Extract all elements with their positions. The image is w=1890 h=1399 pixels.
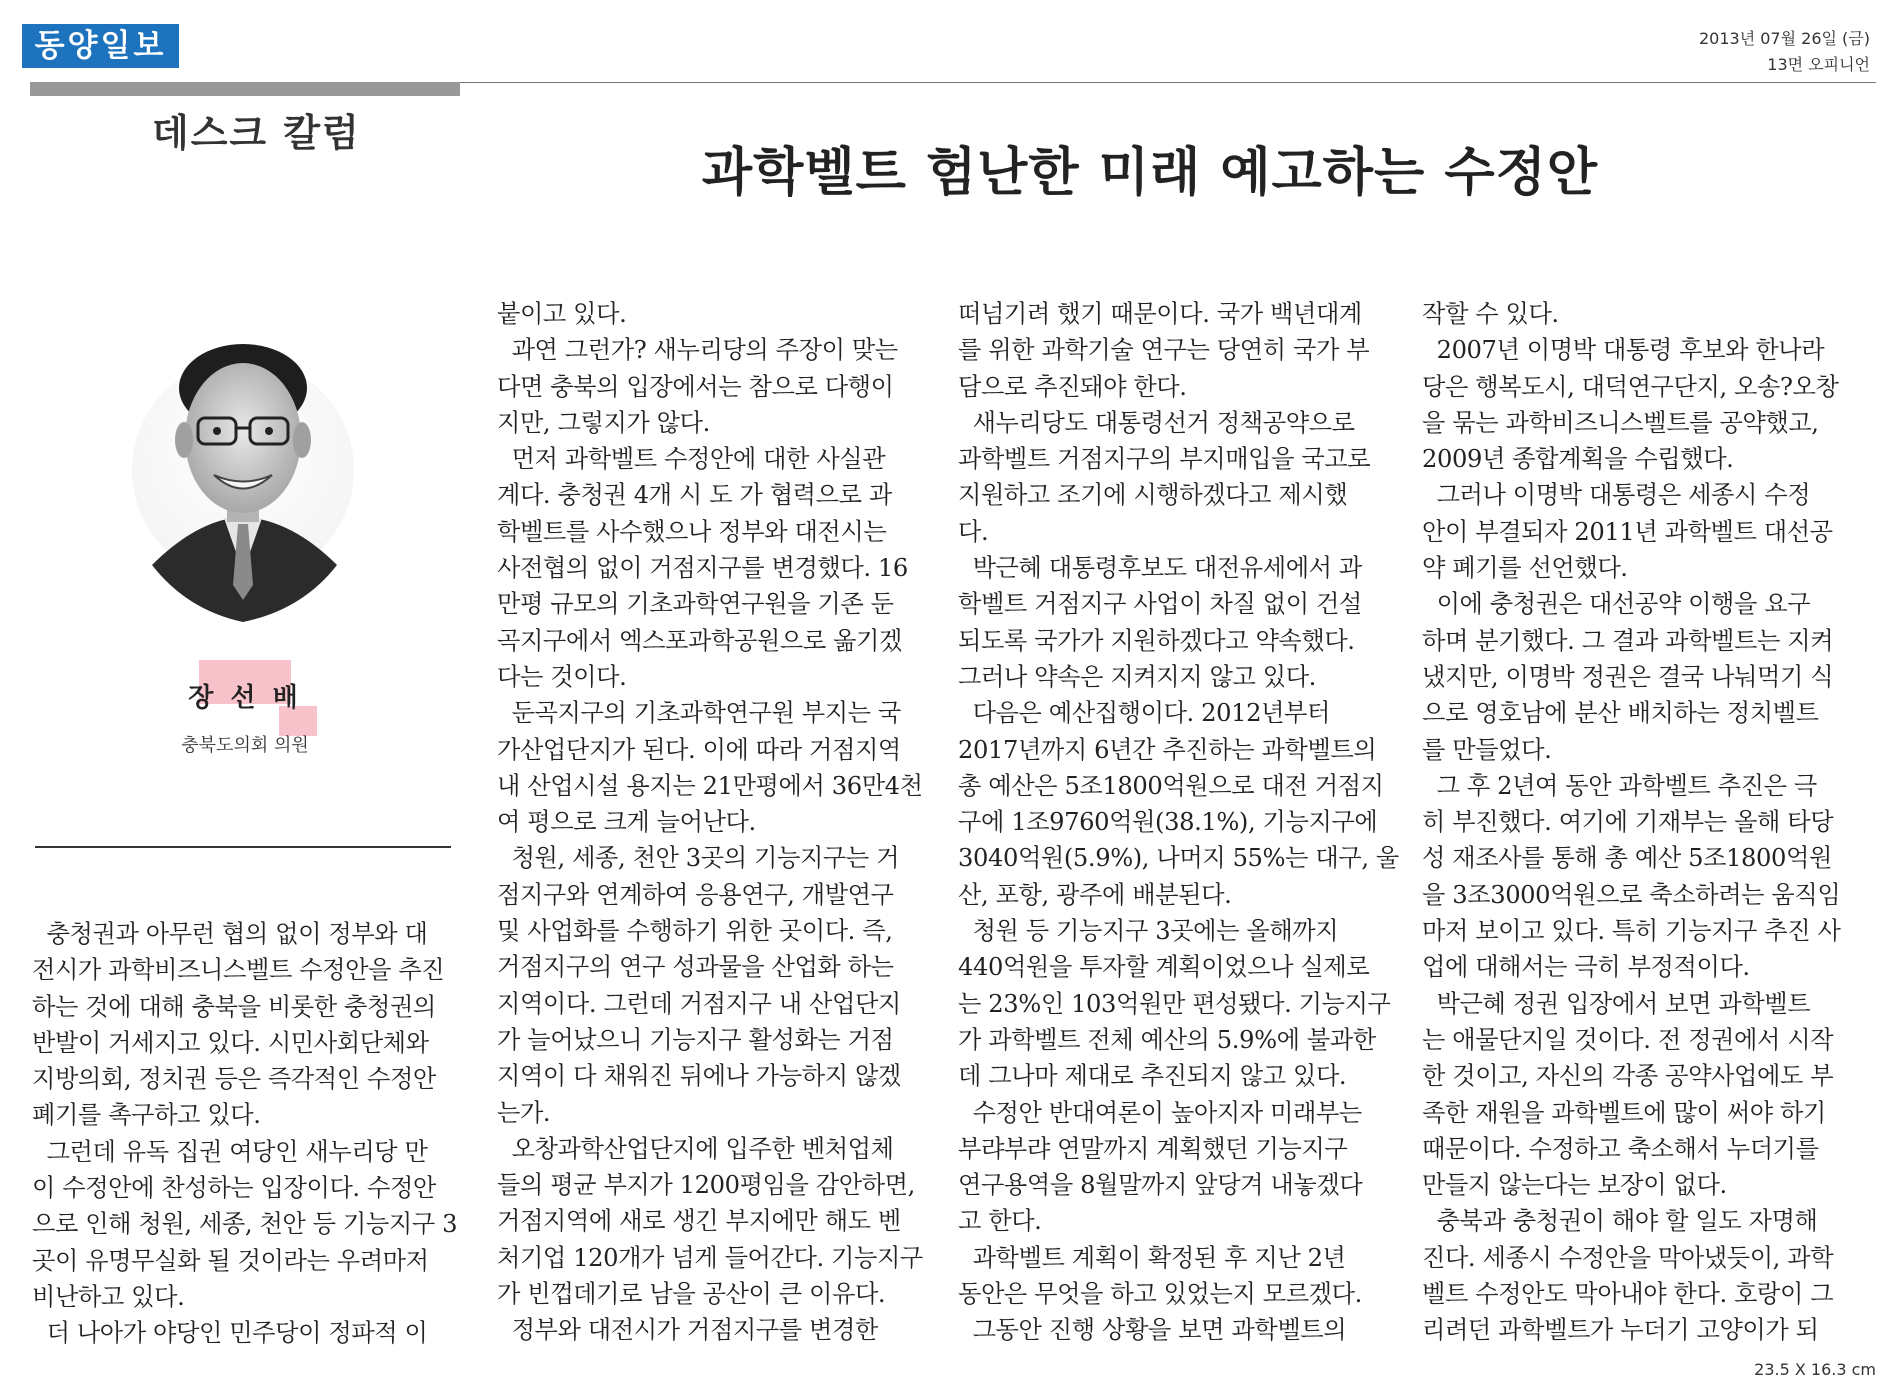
article-column-1: 충청권과 아무런 협의 없이 정부와 대 전시가 과학비즈니스벨트 수정안을 추진 하는 것에 대해 충북을 비롯한 충청권의 반발이 거세지고 있다. 시민사회단체와 지방의회, 정치권 등은 즉각적인 수정안 폐기를 촉구하고 있다. 그런데 유독 집권 여당인 새누리당 만 이 수정안에 찬성하는 입장이다. 수정안 으로 인해 청원, 세종, 천안 등 기능지구 3 곳이 유명무실화 될 것이라는 우려마저 비난하고 있다. 더 나아가 야당인 민주당이 정파적 이 [32,920,458,1348]
article-column-3: 떠넘기려 했기 때문이다. 국가 백년대계 를 위한 과학기술 연구는 당연히 국가 부 담으로 추진돼야 한다. 새누리당도 대통령선거 정책공약으로 과학벨트 거점지구의 부지매입을 국고로 지원하고 조기에 시행하겠다고 제시했 다. 박근혜 대통령후보도 대전유세에서 과 학벨트 거점지구 사업이 차질 없이 건설 되도록 국가가 지원하겠다고 약속했다. 그러나 약속은 지켜지지 않고 있다. 다음은 예산집행이다. 2012년부터 2017년까지 6년간 추진하는 과학벨트의 총 예산은 5조1800억원으로 대전 거점지 구에 1조9760억원(38.1%), 기능지구에 3040억원(5.9%), 나머지 55%는 대구, 울 산, 포항, 광주에 배분된다. 청원 등 기능지구 3곳에는 올해까지 440억원을 투자할 계획이었으나 실제로 는 23%인 103억원만 편성됐다. 기능지구 가 과학벨트 전체 예산의 5.9%에 불과한 데 그나마 제대로 추진되지 않고 있다. 수정안 반대여론이 높아지자 미래부는 부랴부랴 연말까지 계획했던 기능지구 연구용역을 8월말까지 앞당겨 내놓겠다 고 한다. 과학벨트 계획이 확정된 후 지난 2년 동안은 무엇을 하고 있었는지 모르겠다. 그동안 진행 상황을 보면 과학벨트의 [958,300,1399,1345]
clipping-size: 23.5 X 16.3 cm [1754,1360,1876,1379]
issue-section: 13면 오피니언 [1767,55,1870,74]
column-label: 데스크 칼럼 [152,111,361,155]
issue-info [1699,26,1870,78]
author-title: 충북도의회 의원 [181,735,309,756]
newspaper-logo: 동양일보 [22,24,179,68]
column-label-bar [30,82,460,96]
article-column-4: 작할 수 있다. 2007년 이명박 대통령 후보와 한나라 당은 행복도시, 대덕연구단지, 오송?오창 을 묶는 과학비즈니스벨트를 공약했고, 2009년 종합계획을 수립했다. 그러나 이명박 대통령은 세종시 수정 안이 부결되자 2011년 과학벨트 대선공 약 폐기를 선언했다. 이에 충청권은 대선공약 이행을 요구 하며 분기했다. 그 결과 과학벨트는 지켜 냈지만, 이명박 정권은 결국 나눠먹기 식 으로 영호남에 분산 배치하는 정치벨트 를 만들었다. 그 후 2년여 동안 과학벨트 추진은 극 히 부진했다. 여기에 기재부는 올해 타당 성 재조사를 통해 총 예산 5조1800억원 을 3조3000억원으로 축소하려는 움직임 마저 보이고 있다. 특히 기능지구 추진 사 업에 대해서는 극히 부정적이다. 박근혜 정권 입장에서 보면 과학벨트 는 애물단지일 것이다. 전 정권에서 시작 한 것이고, 자신의 각종 공약사업에도 부 족한 재원을 과학벨트에 많이 써야 하기 때문이다. 수정하고 축소해서 누더기를 만들지 않는다는 보장이 없다. 충북과 충청권이 해야 할 일도 자명해 진다. 세종시 수정안을 막아냈듯이, 과학 벨트 수정안도 막아내야 한다. 호랑이 그 리려던 과학벨트가 누더기 고양이가 되 [1422,300,1841,1345]
author-divider [35,846,451,848]
author-name: 장 선 배 [188,683,302,713]
issue-date: 2013년 07월 26일 (금) [1698,29,1870,48]
author-photo [132,310,354,630]
article-headline: 과학벨트 험난한 미래 예고하는 수정안 [701,142,1599,203]
article-column-2: 붙이고 있다. 과연 그런가? 새누리당의 주장이 맞는 다면 충북의 입장에서는 참으로 다행이 지만, 그렇지가 않다. 먼저 과학벨트 수정안에 대한 사실관 계다. 충청권 4개 시 도 가 협력으로 과 학벨트를 사수했으나 정부와 대전시는 사전협의 없이 거점지구를 변경했다. 16 만평 규모의 기초과학연구원을 기존 둔 곡지구에서 엑스포과학공원으로 옮기겠 다는 것이다. 둔곡지구의 기초과학연구원 부지는 국 가산업단지가 된다. 이에 따라 거점지역 내 산업시설 용지는 21만평에서 36만4천 여 평으로 크게 늘어난다. 청원, 세종, 천안 3곳의 기능지구는 거 점지구와 연계하여 응용연구, 개발연구 및 사업화를 수행하기 위한 곳이다. 즉, 거점지구의 연구 성과물을 산업화 하는 지역이다. 그런데 거점지구 내 산업단지 가 늘어났으니 기능지구 활성화는 거점 지역이 다 채워진 뒤에나 가능하지 않겠 는가. 오창과학산업단지에 입주한 벤처업체 들의 평균 부지가 1200평임을 감안하면, 거점지역에 새로 생긴 부지에만 해도 벤 처기업 120개가 넘게 들어간다. 기능지구 가 빈껍데기로 남을 공산이 큰 이유다. 정부와 대전시가 거점지구를 변경한 [497,300,923,1345]
